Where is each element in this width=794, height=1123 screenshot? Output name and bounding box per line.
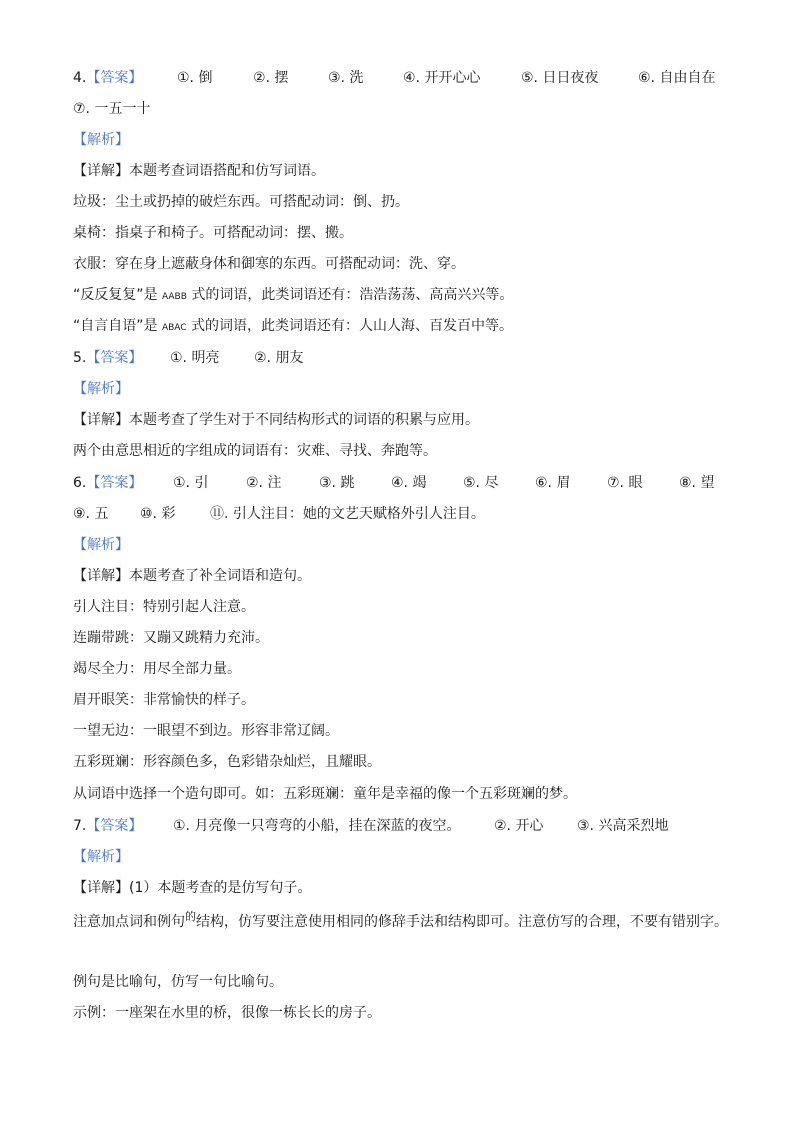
q6-option-10: ⑩. 彩 <box>140 506 176 522</box>
q6-analysis-tag: 【解析】 <box>73 537 129 553</box>
q7-number: 7. <box>73 818 87 834</box>
q6-option-6: ⑥. 眉 <box>535 475 571 491</box>
q5-answer-row <box>73 349 142 367</box>
q6-option-8: ⑧. 望 <box>679 475 715 491</box>
q4-line-3: 衣服：穿在身上遮蔽身体和御寒的东西。可搭配动词：洗、穿。 <box>73 256 465 272</box>
q6-line-7: 从词语中选择一个造句即可。如：五彩斑斓：童年是幸福的像一个五彩斑斓的梦。 <box>73 786 577 802</box>
q7-detail: 【详解】(1）本题考查的是仿写句子。 <box>73 880 312 896</box>
q4-option-6: ⑥. 自由自在 <box>638 70 716 86</box>
q6-option-2: ②. 注 <box>246 475 282 491</box>
q4-answer-tag: 【答案】 <box>86 70 143 86</box>
q6-line-5: 一望无边：一眼望不到边。形容非常辽阔。 <box>73 723 339 739</box>
q6-line-1: 引人注目：特别引起人注意。 <box>73 599 255 615</box>
q7-answer-tag: 【答案】 <box>86 818 143 834</box>
q6-line-3: 竭尽全力：用尽全部力量。 <box>73 661 241 677</box>
q4-detail: 【详解】本题考查词语搭配和仿写词语。 <box>73 163 325 179</box>
q6-answer-row <box>73 474 142 492</box>
q7-analysis-tag: 【解析】 <box>73 849 129 865</box>
q5-analysis-tag: 【解析】 <box>73 381 129 397</box>
q4-option-2: ②. 摆 <box>253 70 289 86</box>
q5-option-2: ②. 朋友 <box>254 350 304 366</box>
q6-line-2: 连蹦带跳：又蹦又跳精力充沛。 <box>73 630 269 646</box>
q7-note: 注意加点词和例句$^的$结构，仿写要注意使用相同的修辞手法和结构即可。注意仿写的合理，不要有错别字。 <box>73 910 728 930</box>
q5-answer-tag: 【答案】 <box>86 350 143 366</box>
q4-option-1: ①. 倒 <box>177 70 213 86</box>
q7-answer-row <box>73 817 142 835</box>
q6-option-4: ④. 竭 <box>391 475 427 491</box>
q4-option-3: ③. 洗 <box>328 70 364 86</box>
q5-line: 两个由意思相近的字组成的词语有：灾难、寻找、奔跑等。 <box>73 443 437 459</box>
q6-option-9: ⑨. 五 <box>73 506 109 522</box>
q4-option-5: ⑤. 日日夜夜 <box>521 70 599 86</box>
q6-option-3: ③. 跳 <box>319 475 355 491</box>
q7-option-1: ①. 月亮像一只弯弯的小船，挂在深蓝的夜空。 <box>173 818 461 834</box>
q4-analysis-tag: 【解析】 <box>73 132 129 148</box>
q6-line-6: 五彩斑斓：形容颜色多，色彩错杂灿烂，且耀眼。 <box>73 754 381 770</box>
q5-number: 5. <box>73 350 87 366</box>
q5-option-1: ①. 明亮 <box>170 350 220 366</box>
q6-answer-tag: 【答案】 <box>86 475 143 491</box>
q6-detail: 【详解】本题考查了补全词语和造句。 <box>73 568 311 584</box>
q6-option-5: ⑤. 尽 <box>463 475 499 491</box>
q4-line-2: 桌椅：指桌子和椅子。可搭配动词：摆、搬。 <box>73 225 353 241</box>
q4-option-7: ⑦. 一五一十 <box>73 101 151 117</box>
q4-number: 4. <box>73 70 87 86</box>
q7-option-3: ③. 兴高采烈地 <box>577 818 669 834</box>
q5-detail: 【详解】本题考查了学生对于不同结构形式的词语的积累与应用。 <box>73 412 479 428</box>
q6-option-7: ⑦. 眼 <box>607 475 643 491</box>
q4-option-4: ④. 开开心心 <box>403 70 481 86</box>
q7-line-2: 示例：一座架在水里的桥，很像一栋长长的房子。 <box>73 1005 381 1021</box>
q4-answer-row <box>73 69 142 87</box>
q4-line-abac: “自言自语”是 ABAC 式的词语，此类词语还有：人山人海、百发百中等。 <box>73 318 514 334</box>
q6-option-1: ①. 引 <box>173 475 209 491</box>
q7-option-2: ②. 开心 <box>494 818 544 834</box>
q4-line-1: 垃圾：尘土或扔掉的破烂东西。可搭配动词：倒、扔。 <box>73 194 409 210</box>
q7-line-1: 例句是比喻句，仿写一句比喻句。 <box>73 974 283 990</box>
q4-line-aabb: “反反复复”是 AABB 式的词语，此类词语还有：浩浩荡荡、高高兴兴等。 <box>73 287 514 303</box>
q6-number: 6. <box>73 475 87 491</box>
q6-line-4: 眉开眼笑：非常愉快的样子。 <box>73 692 255 708</box>
q6-option-11: ⑪. 引人注目：她的文艺天赋格外引人注目。 <box>210 506 485 522</box>
